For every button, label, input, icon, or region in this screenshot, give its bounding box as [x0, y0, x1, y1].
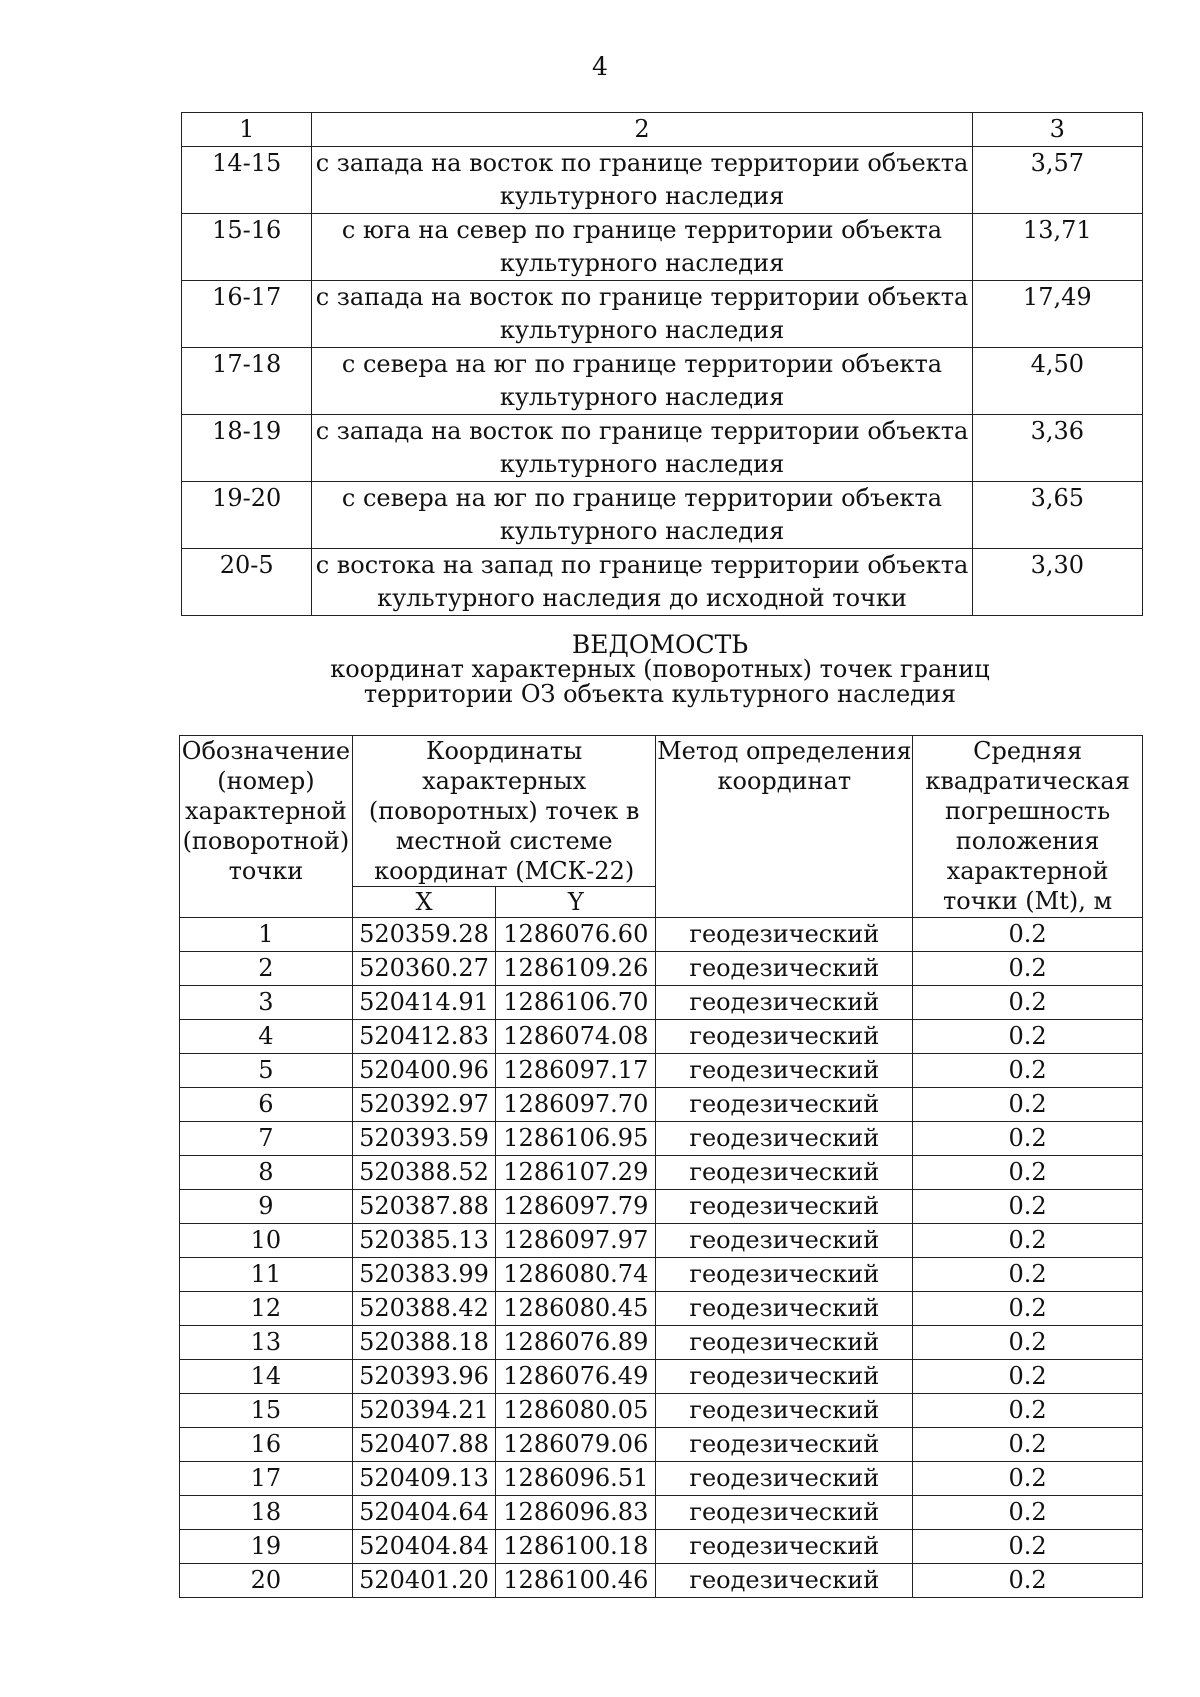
- method-cell: геодезический: [656, 1530, 913, 1564]
- x-coordinate-cell: 520400.96: [352, 1054, 495, 1088]
- x-coordinate-cell: 520393.59: [352, 1122, 495, 1156]
- point-number-cell: 16: [180, 1428, 353, 1462]
- page-number: 4: [592, 52, 608, 81]
- coordinates-table: [179, 735, 1143, 1598]
- method-cell: геодезический: [656, 952, 913, 986]
- method-cell: геодезический: [656, 1122, 913, 1156]
- segment-cell: 19-20: [182, 482, 312, 549]
- x-coordinate-cell: 520360.27: [352, 952, 495, 986]
- method-cell: геодезический: [656, 1190, 913, 1224]
- y-coordinate-cell: 1286079.06: [496, 1428, 656, 1462]
- point-number-cell: 18: [180, 1496, 353, 1530]
- header-line: (поворотной): [182, 827, 350, 855]
- point-number-cell: 6: [180, 1088, 353, 1122]
- length-cell: 13,71: [972, 214, 1142, 281]
- table2-row: [180, 1122, 1143, 1156]
- x-coordinate-cell: 520394.21: [352, 1394, 495, 1428]
- method-cell: геодезический: [656, 986, 913, 1020]
- x-coordinate-cell: 520412.83: [352, 1020, 495, 1054]
- table2-header-method: [656, 736, 913, 918]
- table2-row: [180, 1530, 1143, 1564]
- y-coordinate-cell: 1286080.45: [496, 1292, 656, 1326]
- error-cell: 0.2: [913, 1428, 1143, 1462]
- description-cell: [312, 348, 972, 415]
- description-line2: культурного наследия: [499, 316, 785, 344]
- method-cell: геодезический: [656, 1088, 913, 1122]
- table2-row: [180, 1360, 1143, 1394]
- y-coordinate-cell: 1286097.17: [496, 1054, 656, 1088]
- header-line: Координаты: [425, 737, 583, 765]
- table1-header-col1: 1: [182, 113, 312, 147]
- point-number-cell: 5: [180, 1054, 353, 1088]
- point-number-cell: 3: [180, 986, 353, 1020]
- table2-row: [180, 1564, 1143, 1598]
- point-number-cell: 20: [180, 1564, 353, 1598]
- point-number-cell: 11: [180, 1258, 353, 1292]
- table2-header-y: Y: [496, 887, 656, 918]
- y-coordinate-cell: 1286096.83: [496, 1496, 656, 1530]
- header-line: Средняя: [973, 737, 1083, 765]
- table2-row: [180, 918, 1143, 952]
- header-line: положения: [955, 827, 1100, 855]
- x-coordinate-cell: 520388.18: [352, 1326, 495, 1360]
- method-cell: геодезический: [656, 1428, 913, 1462]
- method-cell: геодезический: [656, 918, 913, 952]
- error-cell: 0.2: [913, 1564, 1143, 1598]
- error-cell: 0.2: [913, 1054, 1143, 1088]
- point-number-cell: 13: [180, 1326, 353, 1360]
- table1-row: [182, 415, 1143, 482]
- y-coordinate-cell: 1286096.51: [496, 1462, 656, 1496]
- error-cell: 0.2: [913, 1496, 1143, 1530]
- y-coordinate-cell: 1286076.89: [496, 1326, 656, 1360]
- segment-cell: 14-15: [182, 147, 312, 214]
- y-coordinate-cell: 1286100.18: [496, 1530, 656, 1564]
- table2-row: [180, 1326, 1143, 1360]
- x-coordinate-cell: 520383.99: [352, 1258, 495, 1292]
- error-cell: 0.2: [913, 1224, 1143, 1258]
- error-cell: 0.2: [913, 952, 1143, 986]
- statement-heading: [300, 632, 1020, 707]
- header-line: погрешность: [945, 797, 1111, 825]
- method-cell: геодезический: [656, 1496, 913, 1530]
- table2-row: [180, 1258, 1143, 1292]
- header-line: характерной: [946, 857, 1109, 885]
- y-coordinate-cell: 1286076.49: [496, 1360, 656, 1394]
- table1-row: [182, 482, 1143, 549]
- point-number-cell: 8: [180, 1156, 353, 1190]
- table2-row: [180, 1190, 1143, 1224]
- table2-row: [180, 1292, 1143, 1326]
- table1-row: [182, 281, 1143, 348]
- boundary-description-table: [181, 112, 1143, 616]
- header-line: местной системе: [395, 827, 613, 855]
- length-cell: 4,50: [972, 348, 1142, 415]
- length-cell: 3,65: [972, 482, 1142, 549]
- point-number-cell: 7: [180, 1122, 353, 1156]
- error-cell: 0.2: [913, 1394, 1143, 1428]
- table2-row: [180, 1428, 1143, 1462]
- point-number-cell: 17: [180, 1462, 353, 1496]
- point-number-cell: 15: [180, 1394, 353, 1428]
- method-cell: геодезический: [656, 1326, 913, 1360]
- y-coordinate-cell: 1286080.74: [496, 1258, 656, 1292]
- description-line2: культурного наследия до исходной точки: [377, 584, 907, 612]
- table2-header-point-id: [180, 736, 353, 918]
- x-coordinate-cell: 520359.28: [352, 918, 495, 952]
- point-number-cell: 14: [180, 1360, 353, 1394]
- description-line1: с севера на юг по границе территории объекта: [341, 350, 943, 378]
- description-cell: [312, 281, 972, 348]
- error-cell: 0.2: [913, 1258, 1143, 1292]
- segment-cell: 18-19: [182, 415, 312, 482]
- y-coordinate-cell: 1286076.60: [496, 918, 656, 952]
- header-line: характерной: [185, 797, 347, 825]
- table2-row: [180, 952, 1143, 986]
- table2-row: [180, 1224, 1143, 1258]
- table1-header-col3: 3: [972, 113, 1142, 147]
- point-number-cell: 4: [180, 1020, 353, 1054]
- length-cell: 3,57: [972, 147, 1142, 214]
- x-coordinate-cell: 520388.52: [352, 1156, 495, 1190]
- description-line1: с юга на север по границе территории объекта: [341, 216, 943, 244]
- description-cell: [312, 482, 972, 549]
- description-line1: с запада на восток по границе территории объекта: [315, 417, 969, 445]
- x-coordinate-cell: 520388.42: [352, 1292, 495, 1326]
- y-coordinate-cell: 1286097.70: [496, 1088, 656, 1122]
- header-line: точки: [228, 857, 304, 885]
- point-number-cell: 9: [180, 1190, 353, 1224]
- x-coordinate-cell: 520393.96: [352, 1360, 495, 1394]
- x-coordinate-cell: 520407.88: [352, 1428, 495, 1462]
- method-cell: геодезический: [656, 1054, 913, 1088]
- description-line1: с запада на восток по границе территории объекта: [315, 149, 969, 177]
- x-coordinate-cell: 520387.88: [352, 1190, 495, 1224]
- statement-title: ВЕДОМОСТЬ: [571, 630, 749, 659]
- point-number-cell: 19: [180, 1530, 353, 1564]
- x-coordinate-cell: 520409.13: [352, 1462, 495, 1496]
- point-number-cell: 2: [180, 952, 353, 986]
- x-coordinate-cell: 520401.20: [352, 1564, 495, 1598]
- x-coordinate-cell: 520385.13: [352, 1224, 495, 1258]
- header-line: (поворотных) точек в: [368, 797, 640, 825]
- header-line: Метод определения: [657, 737, 912, 765]
- table2-row: [180, 986, 1143, 1020]
- table1-row: [182, 147, 1143, 214]
- error-cell: 0.2: [913, 1020, 1143, 1054]
- x-coordinate-cell: 520404.84: [352, 1530, 495, 1564]
- header-line: координат (МСК-22): [374, 857, 635, 885]
- description-line2: культурного наследия: [499, 249, 785, 277]
- length-cell: 17,49: [972, 281, 1142, 348]
- error-cell: 0.2: [913, 918, 1143, 952]
- method-cell: геодезический: [656, 1292, 913, 1326]
- description-line1: с севера на юг по границе территории объекта: [341, 484, 943, 512]
- point-number-cell: 12: [180, 1292, 353, 1326]
- table2-row: [180, 1020, 1143, 1054]
- x-coordinate-cell: 520414.91: [352, 986, 495, 1020]
- method-cell: геодезический: [656, 1224, 913, 1258]
- table2-row: [180, 1088, 1143, 1122]
- table1-header-row: [182, 113, 1143, 147]
- error-cell: 0.2: [913, 1292, 1143, 1326]
- y-coordinate-cell: 1286097.97: [496, 1224, 656, 1258]
- table2-header-x: X: [352, 887, 495, 918]
- header-line: точки (Mt), м: [943, 887, 1113, 915]
- header-line: координат: [717, 767, 852, 795]
- y-coordinate-cell: 1286080.05: [496, 1394, 656, 1428]
- y-coordinate-cell: 1286097.79: [496, 1190, 656, 1224]
- error-cell: 0.2: [913, 1530, 1143, 1564]
- header-line: квадратическая: [925, 767, 1130, 795]
- description-cell: [312, 147, 972, 214]
- table1-row: [182, 348, 1143, 415]
- description-line1: с запада на восток по границе территории объекта: [315, 283, 969, 311]
- error-cell: 0.2: [913, 1462, 1143, 1496]
- error-cell: 0.2: [913, 1088, 1143, 1122]
- header-line: характерных: [422, 767, 587, 795]
- method-cell: геодезический: [656, 1462, 913, 1496]
- y-coordinate-cell: 1286074.08: [496, 1020, 656, 1054]
- x-coordinate-cell: 520392.97: [352, 1088, 495, 1122]
- header-line: (номер): [217, 767, 315, 795]
- y-coordinate-cell: 1286106.70: [496, 986, 656, 1020]
- table2-header-error: [913, 736, 1143, 918]
- description-line2: культурного наследия: [499, 517, 785, 545]
- method-cell: геодезический: [656, 1020, 913, 1054]
- error-cell: 0.2: [913, 1360, 1143, 1394]
- table2-header-row: [180, 736, 1143, 887]
- point-number-cell: 1: [180, 918, 353, 952]
- segment-cell: 15-16: [182, 214, 312, 281]
- table2-row: [180, 1496, 1143, 1530]
- table2-header-coordinates: [352, 736, 656, 887]
- segment-cell: 20-5: [182, 549, 312, 616]
- header-line: Обозначение: [181, 737, 351, 765]
- statement-subtitle-line2: территории ОЗ объекта культурного наследия: [363, 680, 957, 708]
- error-cell: 0.2: [913, 1190, 1143, 1224]
- description-cell: [312, 549, 972, 616]
- table2-row: [180, 1394, 1143, 1428]
- table2-row: [180, 1054, 1143, 1088]
- segment-cell: 16-17: [182, 281, 312, 348]
- method-cell: геодезический: [656, 1258, 913, 1292]
- length-cell: 3,36: [972, 415, 1142, 482]
- x-coordinate-cell: 520404.64: [352, 1496, 495, 1530]
- table1-row: [182, 214, 1143, 281]
- error-cell: 0.2: [913, 986, 1143, 1020]
- y-coordinate-cell: 1286106.95: [496, 1122, 656, 1156]
- description-line2: культурного наследия: [499, 450, 785, 478]
- y-coordinate-cell: 1286107.29: [496, 1156, 656, 1190]
- statement-subtitle-line1: координат характерных (поворотных) точек границ: [330, 655, 990, 683]
- length-cell: 3,30: [972, 549, 1142, 616]
- error-cell: 0.2: [913, 1156, 1143, 1190]
- table1-row: [182, 549, 1143, 616]
- description-line2: культурного наследия: [499, 383, 785, 411]
- point-number-cell: 10: [180, 1224, 353, 1258]
- method-cell: геодезический: [656, 1394, 913, 1428]
- description-line1: с востока на запад по границе территории объекта: [315, 551, 969, 579]
- error-cell: 0.2: [913, 1326, 1143, 1360]
- y-coordinate-cell: 1286109.26: [496, 952, 656, 986]
- table2-row: [180, 1462, 1143, 1496]
- method-cell: геодезический: [656, 1156, 913, 1190]
- table2-row: [180, 1156, 1143, 1190]
- description-line2: культурного наследия: [499, 182, 785, 210]
- method-cell: геодезический: [656, 1564, 913, 1598]
- description-cell: [312, 214, 972, 281]
- segment-cell: 17-18: [182, 348, 312, 415]
- table1-header-col2: 2: [312, 113, 972, 147]
- description-cell: [312, 415, 972, 482]
- method-cell: геодезический: [656, 1360, 913, 1394]
- y-coordinate-cell: 1286100.46: [496, 1564, 656, 1598]
- error-cell: 0.2: [913, 1122, 1143, 1156]
